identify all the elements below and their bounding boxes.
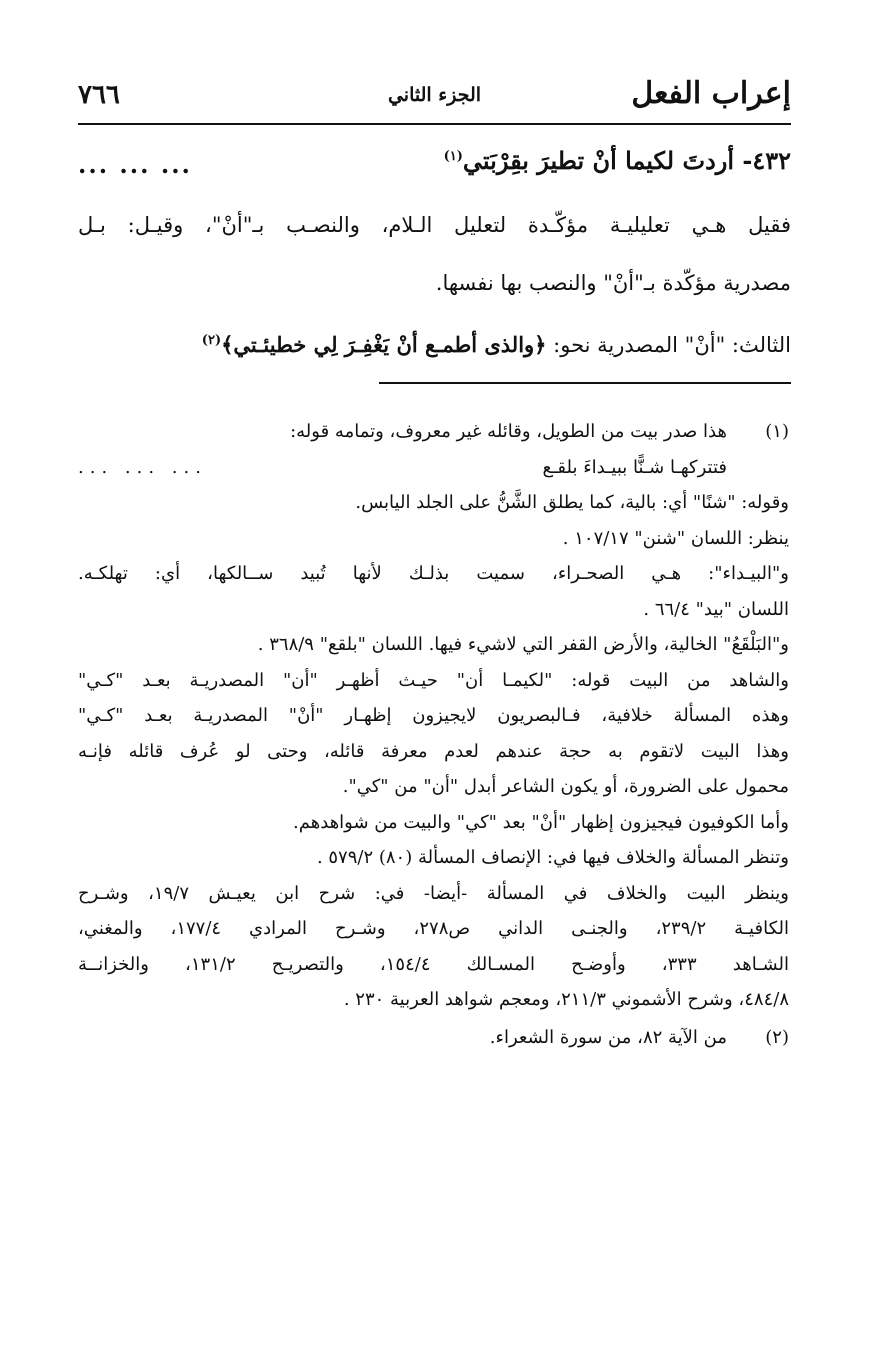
footnote-line: هذا صدر بيت من الطويل، وقائله غير معروف، وتمامه قوله:: [290, 421, 727, 442]
para-line: فقيل هـي تعليليـة مؤكّـدة لتعليل الـلام، والنصـب بـ"أنْ"، وقيـل: بـل: [78, 213, 791, 237]
footnote-verse-ellipsis: ... ... ...: [78, 456, 207, 478]
verse-hemistich: ٤٣٢- أردتَ لكيما أنْ تطيرَ بقِرْبَتي: [462, 146, 791, 175]
footnote-line: وأما الكوفيون فيجيزون إظهار "أنْ" بعد "كي" والبيت من شواهدهم.: [293, 811, 789, 833]
footnote-divider: [379, 382, 791, 384]
quran-quote: ﴿والذى أطمـع أنْ يَغْفِـرَ لِي خطيئـتي﴾: [221, 332, 547, 357]
para-line: مصدرية مؤكّدة بـ"أنْ" والنصب بها نفسها.: [435, 271, 791, 295]
page-header: [78, 74, 791, 120]
footnote-line: ينظر: اللسان "شنن" ١٠٧/١٧ .: [562, 527, 789, 549]
volume-label: الجزء الثاني: [387, 84, 482, 106]
header-divider: [78, 123, 791, 125]
paragraph-explanation: [78, 196, 791, 312]
footnote-marker-1: (١): [443, 149, 463, 164]
footnote-line: والشاهد من البيت قوله: "لكيمـا أن" حيـث أظهـر "أن" المصدريـة بعـد "كـي": [78, 669, 789, 691]
footnote-verse: [78, 450, 789, 486]
footnote-2: [78, 1020, 789, 1056]
footnote-line: وهذا البيت لاتقوم به حجة عندهم لعدم معرفة قائله، وحتى لو عُرف قائله فإنـه: [78, 740, 789, 762]
footnote-line: وقوله: "شنًا" أي: بالية، كما يطلق الشَّنُّ على الجلد اليابس.: [355, 492, 789, 513]
chapter-title: إعراب الفعل: [631, 76, 791, 111]
footnote-line: و"البَلْقَعُ" الخالية، والأرض القفر التي لاشيء فيها. اللسان "بلقع" ٣٦٨/٩ .: [257, 634, 789, 655]
footnote-line: اللسان "بيد" ٦٦/٤ .: [643, 598, 789, 620]
footnote-1-body: [78, 485, 789, 1018]
footnote-line: وتنظر المسألة والخلاف فيها في: الإنصاف المسألة (٨٠) ٥٧٩/٢ .: [316, 847, 789, 868]
footnote-verse-text: فتتركهـا شـنًّا ببيـداءَ بلقـع: [542, 456, 727, 478]
footnote-number: (٢): [765, 1026, 789, 1048]
footnote-line: وينظر البيت والخلاف في المسألة -أيضا- في: شرح ابن يعيـش ١٩/٧، وشـرح: [78, 882, 789, 904]
footnote-line: ٤٨٤/٨، وشرح الأشموني ٢١١/٣، ومعجم شواهد العربية ٢٣٠ .: [343, 989, 789, 1010]
footnote-1: [78, 414, 789, 485]
footnote-line: وهذه المسألة خلافية، فـالبصريون لايجيزون إظهـار "أنْ" المصدريـة بعـد "كـي": [78, 705, 789, 726]
footnote-line: الكافيـة ٢٣٩/٢، والجنـى الداني ص٢٧٨، وشـرح المرادي ١٧٧/٤، والمغني،: [78, 918, 789, 939]
page-number: ٧٦٦: [78, 80, 120, 110]
paragraph-third: [78, 312, 791, 374]
footnote-line: محمول على الضرورة، أو يكون الشاعر أبدل "أن" من "كي".: [342, 776, 789, 797]
footnote-line: الشـاهد ٣٣٣، وأوضـح المسـالك ١٥٤/٤، والتصريـح ١٣١/٢، والخزانــة: [78, 953, 790, 975]
footnote-line: و"البيـداء": هـي الصحـراء، سميت بذلـك لأنها تُبيد ســالكها، أي: تهلكـه.: [78, 563, 789, 584]
footnotes: [78, 414, 789, 1055]
verse-text: [444, 146, 791, 175]
footnote-number: (١): [765, 421, 789, 442]
footnote-line: من الآية ٨٢، من سورة الشعراء.: [489, 1026, 727, 1048]
poetry-verse: [78, 140, 791, 188]
footnote-marker-2: (٢): [201, 333, 222, 348]
main-text: [78, 140, 791, 374]
verse-ellipsis: ... ... ...: [78, 150, 192, 179]
para-prefix: الثالث: "أنْ" المصدرية نحو:: [546, 333, 791, 357]
